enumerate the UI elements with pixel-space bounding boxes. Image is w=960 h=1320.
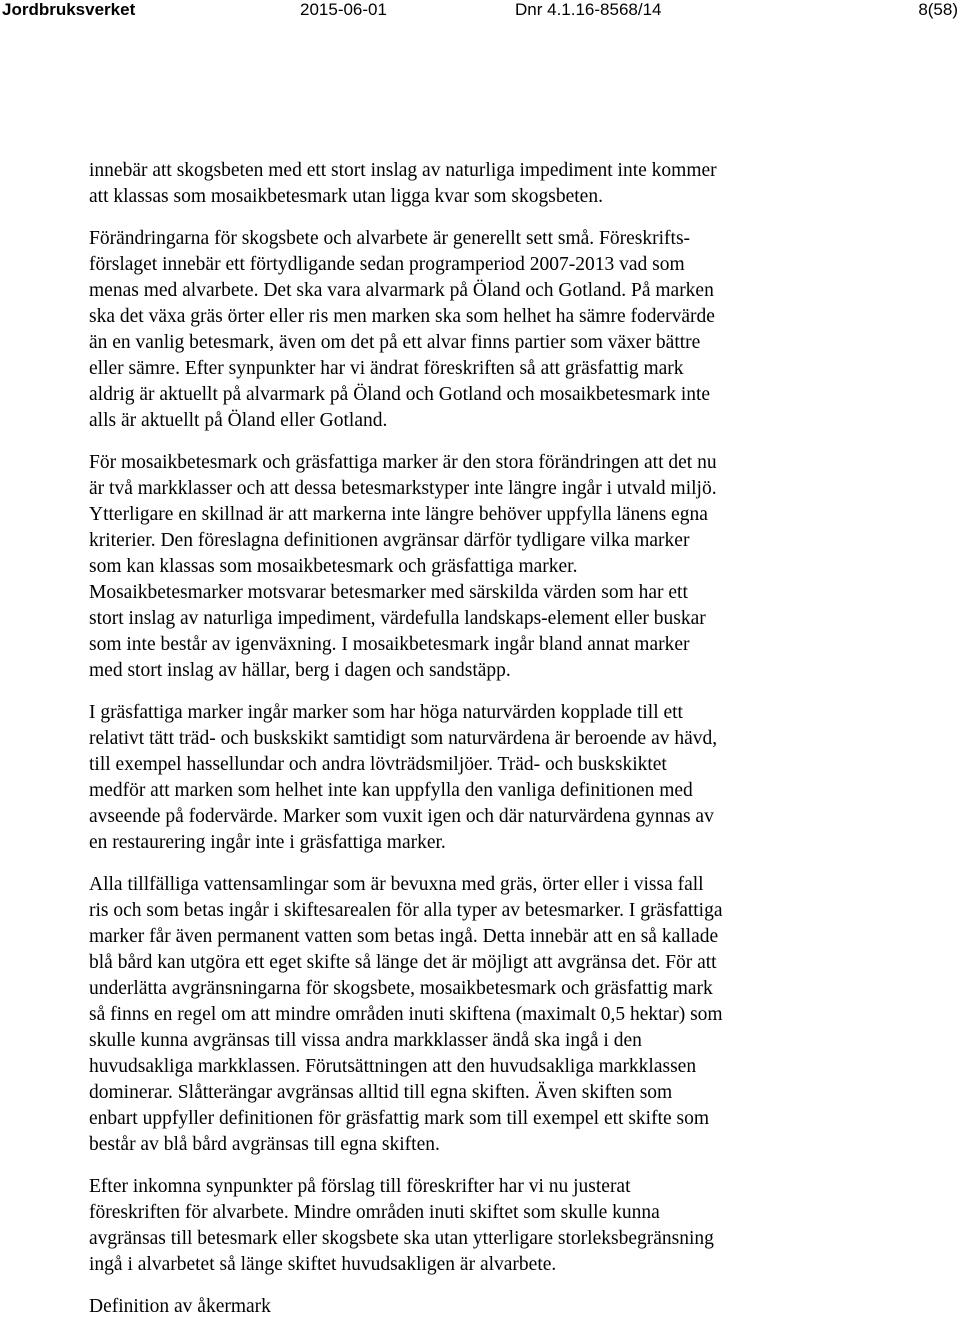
page-number: 8(58) (918, 0, 958, 19)
document-date: 2015-06-01 (300, 0, 387, 19)
section-heading: Definition av åkermark (89, 1296, 271, 1317)
document-body (89, 158, 924, 1320)
paragraph: Förändringarna för skogsbete och alvarbete är generellt sett små. Föreskrifts- förslaget innebär ett förtydligande sedan programperiod 2007-2013 vad som menas med alvarbete. Det ska vara alvarmark på Öland och Gotland. På marken ska det växa gräs örter eller ris men marken ska som helhet ha sämre fodervärde än en vanlig betesmark, även om det på ett alvar finns partier som växer bättre eller sämre. Efter synpunkter har vi ändrat föreskriften så att gräsfattig mark aldrig är aktuellt på alvarmark på Öland och Gotland och mosaikbetesmark inte alls är aktuellt på Öland eller Gotland. (89, 228, 715, 431)
paragraph: Efter inkomna synpunkter på förslag till föreskrifter har vi nu justerat föreskriften för alvarbete. Mindre områden inuti skiftet som skulle kunna avgränsas till betesmark eller skogsbete ska utan ytterligare storleksbegränsning ingå i alvarbetet så länge skiftet huvudsakligen är alvarbete. (89, 1176, 714, 1275)
document-number: Dnr 4.1.16-8568/14 (515, 0, 662, 19)
organization-name: Jordbruksverket (2, 0, 136, 19)
paragraph: I gräsfattiga marker ingår marker som har höga naturvärden kopplade till ett relativt tätt träd- och buskskikt samtidigt som naturvärdena är beroende av hävd, till exempel hassellundar och andra lövträdsmiljöer. Träd- och buskskiktet medför att marken som helhet inte kan uppfylla den vanliga definitionen med avseende på fodervärde. Marker som vuxit igen och där naturvärdena gynnas av en restaurering ingår inte i gräsfattiga marker. (89, 702, 718, 853)
paragraph: innebär att skogsbeten med ett stort inslag av naturliga impediment inte kommer att klassas som mosaikbetesmark utan ligga kvar som skogsbeten. (89, 160, 717, 207)
page-header (0, 0, 960, 24)
paragraph: Alla tillfälliga vattensamlingar som är bevuxna med gräs, örter eller i vissa fall ris och som betas ingår i skiftesarealen för alla typer av betesmarker. I gräsfattiga marker får även permanent vatten som betas ingå. Detta innebär att en så kallade blå bård kan utgöra ett eget skifte så länge det är möjligt att avgränsa det. För att underlätta avgränsningarna för skogsbete, mosaikbetesmark och gräsfattig mark så finns en regel om att mindre områden inuti skiftena (maximalt 0,5 hektar) som skulle kunna avgränsas till vissa andra markklasser ändå ska ingå i den huvudsakliga markklassen. Förutsättningen att den huvudsakliga markklassen dominerar. Slåtterängar avgränsas alltid till egna skiften. Även skiften som enbart uppfyller definitionen för gräsfattig mark som till exempel ett skifte som består av blå bård avgränsas till egna skiften. (89, 874, 723, 1155)
paragraph: För mosaikbetesmark och gräsfattiga marker är den stora förändringen att det nu är två markklasser och att dessa betesmarkstyper inte längre ingår i utvald miljö. Ytterligare en skillnad är att markerna inte längre behöver uppfylla länens egna kriterier. Den föreslagna definitionen avgränsar därför tydligare vilka marker som kan klassas som mosaikbetesmark och gräsfattiga marker. Mosaikbetesmarker motsvarar betesmarker med särskilda värden som har ett stort inslag av naturliga impediment, värdefulla landskaps-element eller buskar som inte består av igenväxning. I mosaikbetesmark ingår bland annat marker med stort inslag av hällar, berg i dagen och sandstäpp. (89, 452, 717, 681)
